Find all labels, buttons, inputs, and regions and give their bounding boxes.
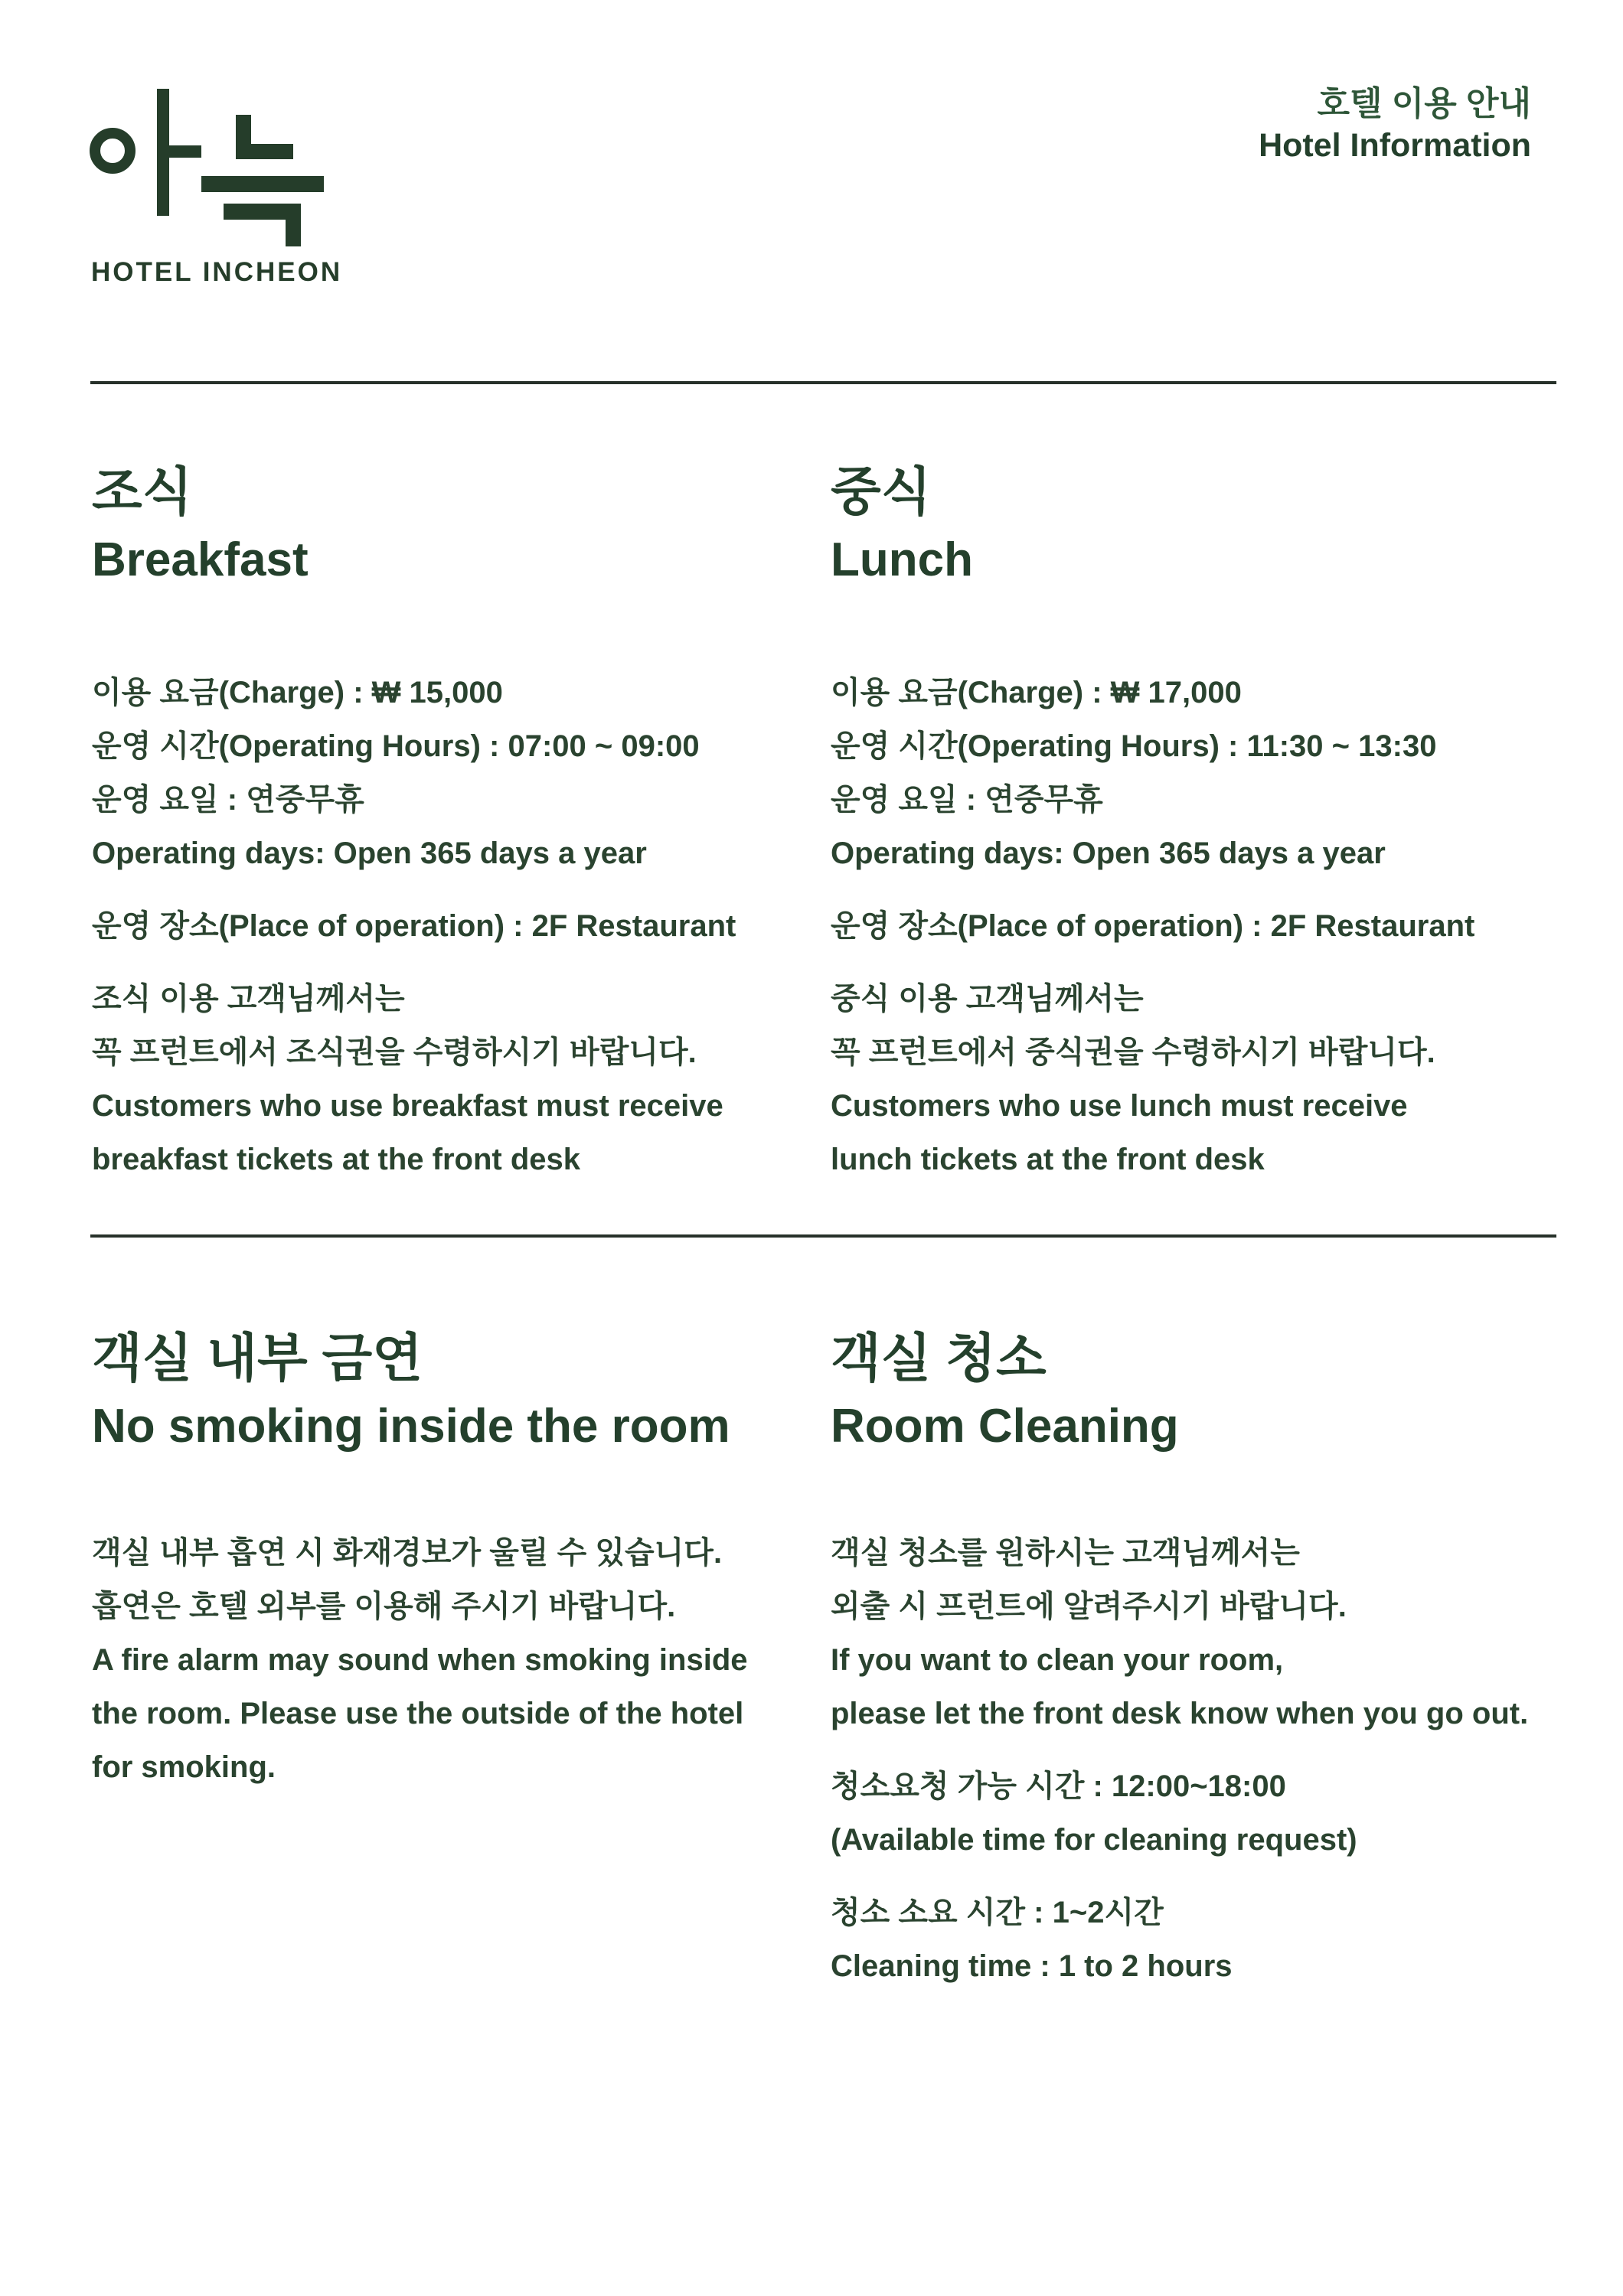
text-line: 운영 요일 : 연중무휴 <box>92 783 364 817</box>
text-line: 운영 요일 : 연중무휴 <box>831 783 1103 817</box>
text-line: If you want to clean your room, <box>831 1643 1284 1677</box>
header-title-korean: 호텔 이용 안내 <box>1317 85 1531 122</box>
text-line: 외출 시 프런트에 알려주시기 바랍니다. <box>831 1590 1347 1623</box>
text-line: lunch tickets at the front desk <box>831 1143 1265 1176</box>
section-room-cleaning <box>831 1324 1543 1993</box>
text-line: 청소 소요 시간 : 1~2시간 <box>831 1896 1164 1929</box>
text-line: Operating days: Open 365 days a year <box>831 837 1386 870</box>
section-breakfast <box>92 458 804 1186</box>
text-line: 운영 장소(Place of operation) : 2F Restaurant <box>92 909 736 943</box>
text-line: 운영 시간(Operating Hours) : 11:30 ~ 13:30 <box>831 729 1437 763</box>
text-line: 꼭 프런트에서 조식권을 수령하시기 바랍니다. <box>92 1035 697 1069</box>
no-smoking-details <box>92 1526 804 1794</box>
text-line: Customers who use lunch must receive <box>831 1089 1408 1123</box>
page-header-right <box>1259 83 1531 165</box>
lunch-details <box>831 666 1543 1186</box>
text-line: 조식 이용 고객님께서는 <box>92 982 405 1016</box>
text-line: 객실 청소를 원하시는 고객님께서는 <box>831 1536 1300 1570</box>
breakfast-title-english: Breakfast <box>92 533 309 586</box>
text-line: breakfast tickets at the front desk <box>92 1143 580 1176</box>
text-line: please let the front desk know when you go out. <box>831 1697 1529 1730</box>
text-line: 꼭 프런트에서 중식권을 수령하시기 바랍니다. <box>831 1035 1435 1069</box>
lunch-title-english: Lunch <box>831 533 973 586</box>
header-title-english: Hotel Information <box>1259 127 1531 164</box>
text-line: (Available time for cleaning request) <box>831 1823 1357 1857</box>
hotel-logo-icon <box>90 89 327 249</box>
text-line: Customers who use breakfast must receive <box>92 1089 723 1123</box>
text-line: Cleaning time : 1 to 2 hours <box>831 1949 1233 1983</box>
section-lunch <box>831 458 1543 1186</box>
no-smoking-title-english: No smoking inside the room <box>92 1400 730 1453</box>
section-no-smoking <box>92 1324 804 1794</box>
text-line: 청소요청 가능 시간 : 12:00~18:00 <box>831 1769 1286 1803</box>
text-line: 운영 시간(Operating Hours) : 07:00 ~ 09:00 <box>92 729 700 763</box>
text-line: 이용 요금(Charge) : ₩ 15,000 <box>92 676 503 709</box>
text-line: 객실 내부 흡연 시 화재경보가 울릴 수 있습니다. <box>92 1536 723 1570</box>
room-cleaning-title-korean: 객실 청소 <box>831 1329 1047 1388</box>
text-line: 운영 장소(Place of operation) : 2F Restaurant <box>831 909 1475 943</box>
logo-subtext: HOTEL INCHEON <box>91 257 343 287</box>
text-line: A fire alarm may sound when smoking inside <box>92 1643 748 1677</box>
divider-middle <box>90 1234 1556 1238</box>
text-line: 중식 이용 고객님께서는 <box>831 982 1144 1016</box>
room-cleaning-title-english: Room Cleaning <box>831 1400 1179 1453</box>
text-line: 이용 요금(Charge) : ₩ 17,000 <box>831 676 1242 709</box>
room-cleaning-details <box>831 1526 1543 1993</box>
text-line: for smoking. <box>92 1750 276 1784</box>
lunch-title-korean: 중식 <box>831 463 932 521</box>
text-line: Operating days: Open 365 days a year <box>92 837 647 870</box>
no-smoking-title-korean: 객실 내부 금연 <box>92 1329 423 1388</box>
breakfast-details <box>92 666 804 1186</box>
text-line: 흡연은 호텔 외부를 이용해 주시기 바랍니다. <box>92 1590 676 1623</box>
breakfast-title-korean: 조식 <box>92 463 193 521</box>
divider-top <box>90 381 1556 384</box>
text-line: the room. Please use the outside of the hotel <box>92 1697 744 1730</box>
